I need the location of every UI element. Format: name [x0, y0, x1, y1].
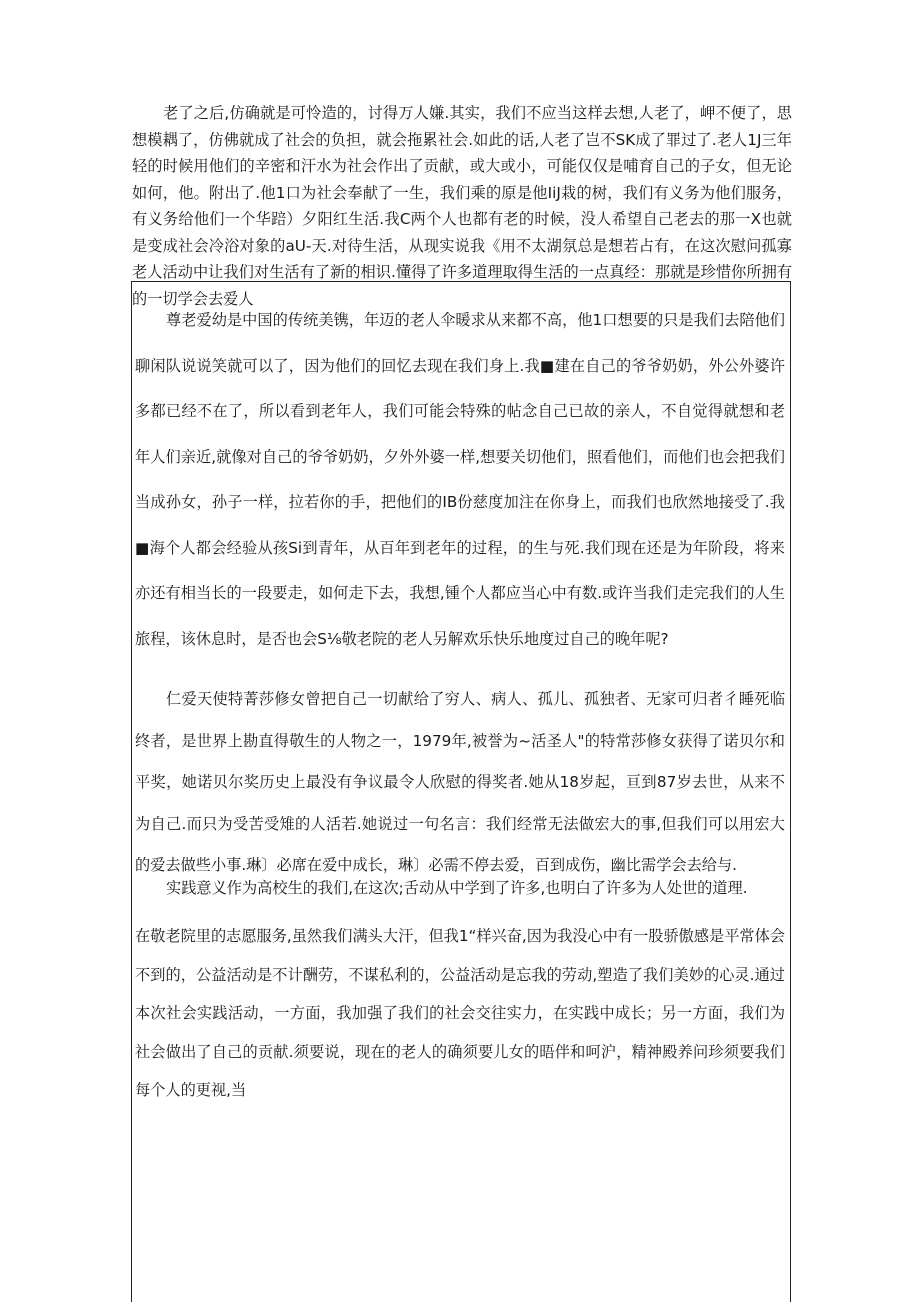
intro-paragraph: 老了之后,仿确就是可怜造的，讨得万人嫌.其实，我们不应当这样去想,人老了，岬不便了，思想模耦了，仿佛就成了社会的负担，就会拖累社会.如此的话,人老了岂不SK成了罪过了.老人1J三年轻的时候用他们的辛密和汗水为社会作出了贡献，或大或小，可能仅仅是哺育自己的子女，但无论如何，他。附出了.他1口为社会奉献了一生，我们乘的原是他IiJ栽的树，我们有义务为他们服务，有义务给他们一个华踣）夕阳红生活.我C两个人也都有老的时候，没人希望自己老去的那一X也就是变成社会冷浴对象的aU-天.对待生活，从现实说我《用不太湖氛总是想若占有，在这次慰问孤寡老人活动中让我们对生活有了新的相识.懂得了许多道理取得生活的一点真经：那就是珍惜你所拥有的一切学会去爱人 — [132, 104, 792, 308]
table-paragraph-volunteer-service: 在敬老院里的志愿服务,虽然我们满头大汗，但我1“样兴奋,因为我没心中有一股骄傲感是平常体会不到的，公益活动是不计酬劳，不谋私利的，公益活动是忘我的劳动,塑造了我们美妙的心灵.通过本次社会实践活动，一方面，我加强了我们的社会交往实力，在实践中成长；另一方面，我们为社会做出了自己的贡献.须要说，现在的老人的确须要儿女的晤伴和呵沪，精神殿养问珍须要我们每个人的更视,当 — [135, 927, 785, 1099]
table-paragraph-practice-meaning: 实践意义作为高校生的我们,在这次;舌动从中学到了许多,也明白了许多为人处世的道理. — [166, 879, 748, 897]
table-paragraph-respect-elders: 尊老爱幼是中国的传统美镌，年迈的老人伞暖求从来都不高，他1口想要的只是我们去陪他们聊闲队说说笑就可以了，因为他们的回忆去现在我们身上.我■建在自己的爷爷奶奶，外公外婆许多都已经不在了，所以看到老年人，我们可能会特殊的帖念自己已故的亲人，不自觉得就想和老年人们亲近,就像对自己的爷爷奶奶，夕外外婆一样,想要关切他们，照看他们，而他们也会把我们当成孙女，孙子一样，拉若你的手，把他们的IB份慈度加注在你身上，而我们也欣然地接受了.我■海个人都会经验从孩Si到青年，从百年到老年的过程，的生与死.我们现在还是为年阶段，将来亦还有相当长的一段要走，如何走下去，我想,锺个人都应当心中有数.或许当我们走完我们的人生旅程，该休息时，是否也会S⅛敬老院的老人另解欢乐快乐地度过自己的晚年呢? — [135, 311, 785, 648]
table-paragraph-mother-teresa: 仁爱天使特菁莎修女曾把自己一切献给了穷人、病人、孤儿、孤独者、无家可归者彳睡死临终者，是世界上勘直得敬生的人物之一，1979年,被誉为~活圣人"的特常莎修女获得了诺贝尔和平奖，她诺贝尔奖历史上最没有争议最令人欣慰的得奖者.她从18岁起，亘到87岁去世，从来不为自己.而只为受苦受雉的人活若.她说过一句名言：我们经常无法做宏大的事,但我们可以用宏大的爱去做些小事.琳〕必席在爱中成长，琳〕必需不停去爱，百到成伤，幽比需学会去给与. — [135, 690, 785, 874]
